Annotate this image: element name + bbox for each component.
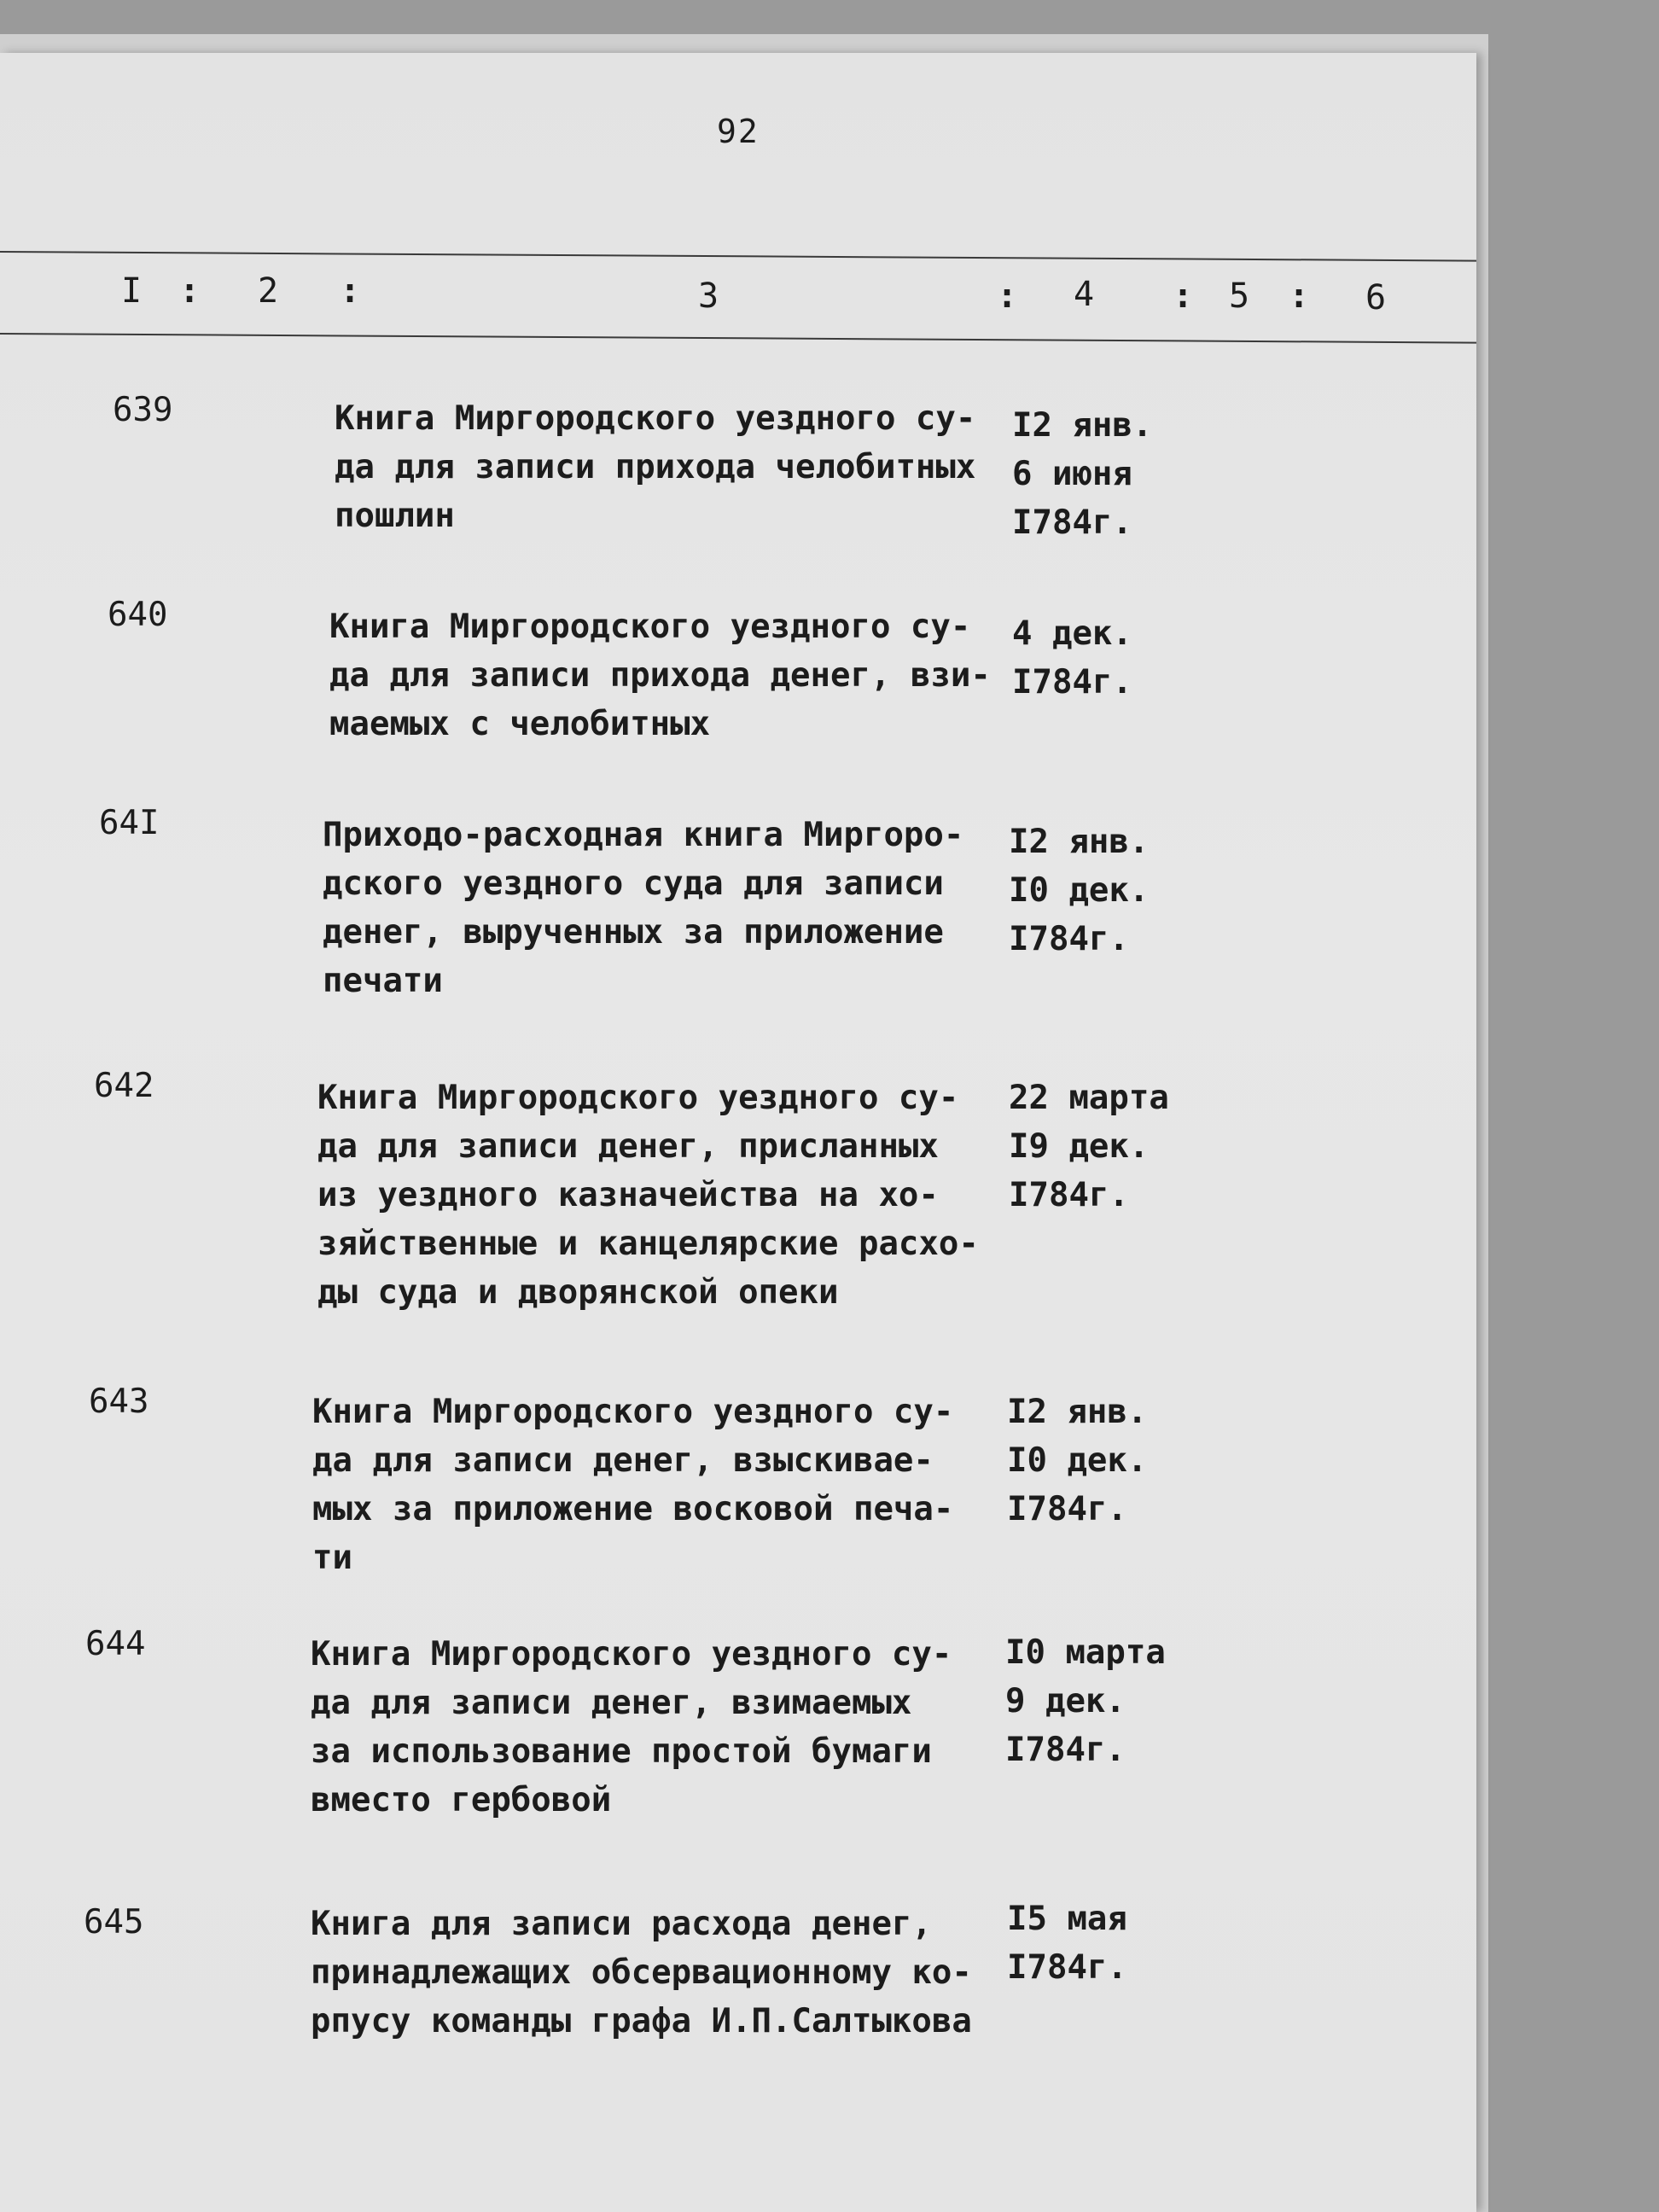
entry-dates: 4 дек. I784г. bbox=[1012, 614, 1132, 701]
entry-description: Книга для записи расхода денег, принадлежащих обсервационному ко- рпусу команды графа И.П.Салтыкова bbox=[311, 1905, 972, 2040]
entry-dates: I2 янв. I0 дек. I784г. bbox=[1009, 823, 1150, 958]
document-page bbox=[0, 53, 1476, 2212]
entry-dates: I2 янв. I0 дек. I784г. bbox=[1007, 1393, 1148, 1528]
page-number: 92 bbox=[717, 113, 760, 150]
entry-number: 645 bbox=[84, 1903, 144, 1941]
column-header-row bbox=[0, 258, 1476, 326]
header-separator: : bbox=[179, 271, 201, 311]
entry-description: Книга Миргородского уездного су- да для записи денег, взимаемых за использование простой бумаги вместо гербовой bbox=[311, 1635, 952, 1819]
header-col-2: 2 bbox=[258, 271, 279, 311]
header-separator: : bbox=[340, 271, 361, 311]
entry-description: Приходо-расходная книга Миргоро- дского уездного суда для записи денег, вырученных за приложение печати bbox=[323, 816, 964, 1000]
header-separator: : bbox=[997, 276, 1018, 316]
entry-number: 643 bbox=[89, 1382, 149, 1421]
entry-dates: I5 мая I784г. bbox=[1007, 1900, 1127, 1987]
entry-description: Книга Миргородского уездного су- да для записи прихода денег, взи- маемых с челобитных bbox=[329, 608, 991, 743]
header-separator: : bbox=[1289, 276, 1310, 316]
entry-description: Книга Миргородского уездного су- да для записи денег, взыскивае- мых за приложение восковой печа- ти bbox=[312, 1393, 954, 1577]
header-col-5: 5 bbox=[1229, 276, 1250, 316]
entry-number: 644 bbox=[85, 1625, 146, 1663]
entry-dates: 22 марта I9 дек. I784г. bbox=[1009, 1079, 1169, 1214]
entry-dates: I2 янв. 6 июня I784г. bbox=[1012, 406, 1153, 542]
entry-description: Книга Миргородского уездного су- да для записи прихода челобитных пошлин bbox=[335, 399, 976, 535]
header-col-4: 4 bbox=[1074, 275, 1095, 314]
entry-number: 639 bbox=[113, 391, 173, 429]
entry-number: 64I bbox=[99, 804, 160, 842]
entry-description: Книга Миргородского уездного су- да для записи денег, присланных из уездного казначейства на хо- зяйственные и канцелярские расхо- ды суда и дворянской опеки bbox=[317, 1079, 979, 1312]
header-separator: : bbox=[1173, 276, 1194, 316]
entry-dates: I0 марта 9 дек. I784г. bbox=[1005, 1633, 1166, 1769]
entry-number: 640 bbox=[108, 596, 168, 634]
header-col-1: I bbox=[121, 271, 143, 311]
entry-number: 642 bbox=[94, 1067, 154, 1105]
header-col-3: 3 bbox=[698, 276, 719, 316]
header-col-6: 6 bbox=[1365, 278, 1387, 317]
header-rule-bottom bbox=[0, 333, 1476, 344]
